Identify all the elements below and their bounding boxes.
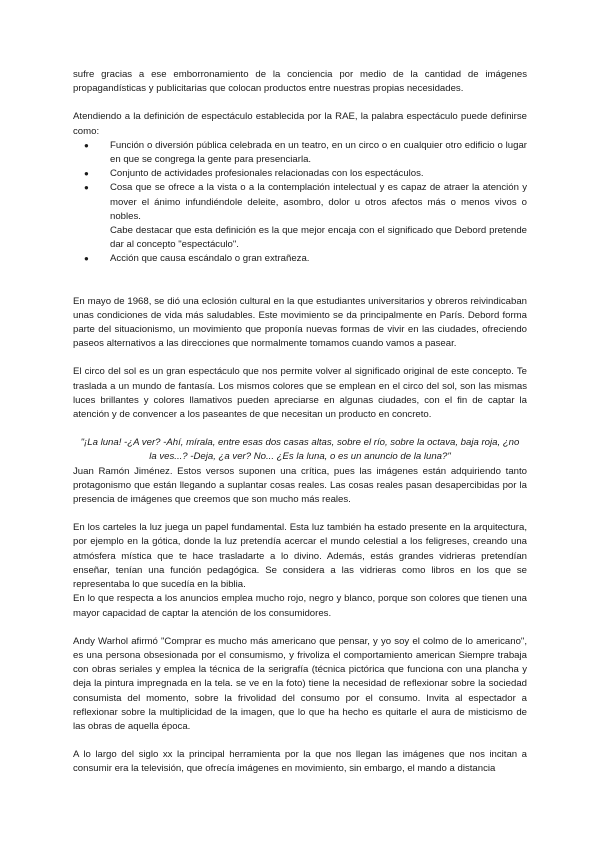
- list-item-text: Conjunto de actividades profesionales relacionadas con los espectáculos.: [110, 168, 424, 180]
- list-item-text: Acción que causa escándalo o gran extrañeza.: [110, 253, 310, 265]
- paragraph-anuncios-colores: En lo que respecta a los anuncios emplea mucho rojo, negro y blanco, porque son colores que tienen una mayor capacidad de captar la atención de los consumidores.: [73, 593, 527, 619]
- bullet-dot-icon: ●: [84, 140, 89, 150]
- list-item-note: Cabe destacar que esta definición es la que mejor encaja con el significado que Debord pretende dar al concepto "espectáculo".: [110, 225, 527, 251]
- list-item-text: Cosa que se ofrece a la vista o a la contemplación intelectual y es capaz de atraer la atención y mover el ánimo infundiéndole deleite, asombro, dolor u otros afectos más o menos vivos o nobles.: [110, 182, 527, 222]
- paragraph-intro: sufre gracias a ese emborronamiento de la conciencia por medio de la cantidad de imágenes propagandísticas y publicitarias que colocan productos entre nuestras propias necesidades.: [73, 69, 527, 95]
- bullet-dot-icon: ●: [84, 254, 89, 264]
- definition-list: [73, 139, 527, 267]
- paragraph-andy-warhol: Andy Warhol afirmó "Comprar es mucho más americano que pensar, y yo soy el colmo de lo americano", es una persona obsesionada por el consumismo, y frivoliza el comportamiento american Siempre trabaja con obras seriales y emplea la técnica de la serigrafía (técnica pictórica que funciona con una plancha y deja la pintura impregnada en la tela. se ve en la foto) tiene la necesidad de reflexionar sobre la sociedad consumista del momento, sobre la frivolidad del consumo por el consumo. Invita al espectador a reflexionar sobre la multiplicidad de la imagen, que lo que ha hecho es quitarle el aura de misticismo de las obras de aquella época.: [73, 635, 527, 732]
- list-item: [84, 181, 527, 252]
- bullet-dot-icon: ●: [84, 183, 89, 193]
- bullet-dot-icon: ●: [84, 169, 89, 179]
- paragraph-siglo-xx: A lo largo del siglo xx la principal herramienta por la que nos llegan las imágenes que nos incitan a consumir era la televisión, que ofrecía imágenes en movimiento, sin embargo, el mando a distancia: [73, 749, 527, 775]
- list-item-text: Función o diversión pública celebrada en un teatro, en un circo o en cualquier otro edificio o lugar en que se congrega la gente para presenciarla.: [110, 139, 527, 166]
- paragraph-mayo-1968: En mayo de 1968, se dió una eclosión cultural en la que estudiantes universitarios y obreros reivindicaban unas condiciones de vida más saludables. Este movimiento se da principalmente en París. Debord forma parte del situacionismo, un movimiento que proponía nuevas formas de vivir en las ciudades, ofreciendo paseos alternativos a las direcciones que normalmente tomamos cuando vamos a pasear.: [73, 295, 527, 350]
- paragraph-rae-definition: Atendiendo a la definición de espectáculo establecida por la RAE, la palabra espectáculo puede definirse como:: [73, 111, 527, 137]
- paragraph-circo-del-sol: El circo del sol es un gran espectáculo que nos permite volver al significado original de este concepto. Te traslada a un mundo de fantasía. Los mismos colores que se emplean en el circo del sol, son las mismas luces brillantes y colores llamativos pueden apreciarse en algunas ciudades, con el fin de captar la atención y de convencer a los paseantes de que necesitan un producto en concreto.: [73, 366, 527, 421]
- list-item: [84, 167, 527, 181]
- list-item: [84, 139, 527, 167]
- paragraph-juan-ramon: Juan Ramón Jiménez. Estos versos suponen una crítica, pues las imágenes están adquiriendo tanto protagonismo que están llegando a suplantar cosas reales. Las cosas reales pasan desapercibidas por la presencia de imágenes que creemos que son mucho más reales.: [73, 465, 527, 506]
- paragraph-carteles-luz: En los carteles la luz juega un papel fundamental. Esta luz también ha estado presente en la arquitectura, por ejemplo en la gótica, donde la luz pretendía acercar el mundo celestial a los feligreses, creando una atmósfera mística que te hace trasladarte a lo divino. Además, estás grandes vidrieras pretendían enseñar, tenían una función pedagógica. Se considera a las vidrieras como libros en los que se representaba lo que sucedía en la biblia.: [73, 522, 527, 591]
- poem-quote: "¡La luna! -¿A ver? -Ahí, mírala, entre esas dos casas altas, sobre el río, sobre la octava, baja roja, ¿no la ves...? -Deja, ¿a ver? No... ¿Es la luna, o es un anuncio de la luna?": [80, 437, 520, 463]
- list-item: [84, 252, 527, 266]
